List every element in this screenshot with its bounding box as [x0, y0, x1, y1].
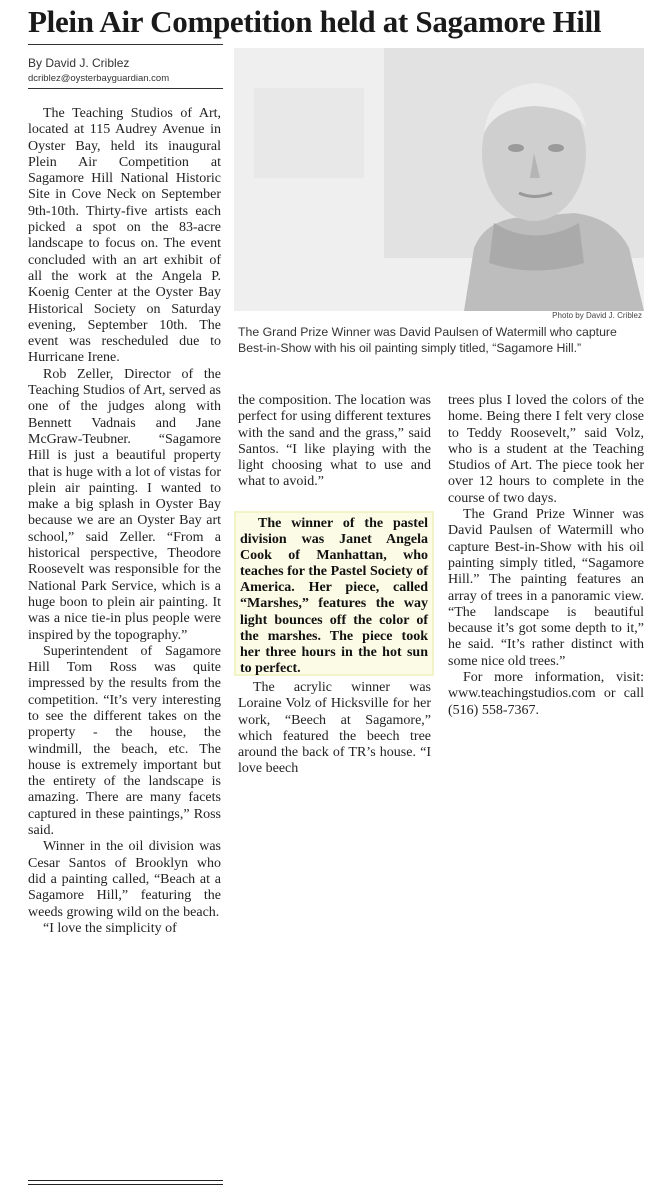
end-rule [28, 1180, 223, 1181]
column-3 [448, 393, 644, 719]
paragraph: The Teaching Studios of Art, located at 115 Audrey Avenue in Oyster Bay, held its inaugural Plein Air Competition at Sagamore Hill National Historic Site in Cove Neck on September 9th-10th. Thirty-five artists each picked a spot on the 83-acre landscape to focus on. The event concluded with an art exhibit of all the work at the Angela P. Koenig Center at the Oyster Bay Historical Society on Saturday evening, September 10th. The event was rescheduled due to Hurricane Irene. [28, 106, 221, 366]
photo-credit: Photo by David J. Criblez [552, 311, 642, 320]
byline: By David J. Criblez [28, 56, 130, 70]
paragraph: Winner in the oil division was Cesar Santos of Brooklyn who did a painting called, “Beach at a Sagamore Hill,” featuring the weeds growing wild on the beach. [28, 839, 221, 920]
byline-rule-bottom [28, 88, 223, 89]
paragraph: The acrylic winner was Loraine Volz of Hicksville for her work, “Beech at Sagamore,” which featured the beech tree around the back of TR’s house. “I love beech [238, 680, 431, 777]
paragraph: trees plus I loved the colors of the home. Being there I felt very close to Teddy Roosevelt,” said Volz, who is a student at the Teaching Studios of Art. The piece took her over 12 hours to complete in the course of two days. [448, 393, 644, 506]
paragraph: For more information, visit: www.teachingstudios.com or call (516) 558-7367. [448, 670, 644, 718]
author-email[interactable]: dcriblez@oysterbayguardian.com [28, 73, 170, 84]
paragraph: Superintendent of Sagamore Hill Tom Ross was quite impressed by the results from the competition. “It’s very interesting to see the different takes on the property - the house, the windmill, the beach, etc. The house is extremely important but the entirety of the landscape is amazing. There are many facets captured in these paintings,” Ross said. [28, 643, 221, 839]
photo-graphic [234, 48, 644, 311]
pull-quote-text: The winner of the pastel division was Janet Angela Cook of Manhattan, who teaches for the Pastel Society of America. Her piece, called “Marshes,” features the way light bounces off the color of the marshes. The piece took her three hours in the hot sun to perfect. [240, 516, 428, 676]
column-1 [28, 106, 221, 937]
column-2-top [238, 393, 431, 491]
column-2-bottom [238, 680, 431, 778]
paragraph: the composition. The location was perfect for using different textures with the sand and the grass,” said Santos. “I like playing with the light choosing what to use and what to avoid.” [238, 393, 431, 490]
paragraph: “I love the simplicity of [43, 920, 177, 936]
article-photo [234, 48, 644, 311]
byline-rule-top [28, 44, 223, 45]
paragraph: The Grand Prize Winner was David Paulsen of Watermill who capture Best-in-Show with his oil painting simply titled, “Sagamore Hill.” The painting features an array of trees in a panoramic view. “The landscape is beautiful because it’s got some depth to it,” he said. “It’s rather distinct with some nice old trees.” [448, 507, 644, 669]
paragraph: Rob Zeller, Director of the Teaching Studios of Art, served as one of the judges along with Bennett Vadnais and Jane McGraw-Teubner. “Sagamore Hill is just a beautiful property that is huge with a lot of vistas for plein air painting. I wanted to make a big splash in Oyster Bay because we are an Oyster Bay art school,” said Zeller. “From a historical perspective, Theodore Roosevelt was responsible for the National Park Service, which is a huge boon to plein air painting. It was a nice tie-in plus people were inspired by the topography.” [28, 366, 221, 643]
end-rule [28, 1184, 223, 1185]
photo-caption: The Grand Prize Winner was David Paulsen of Watermill who capture Best-in-Show with his oil painting simply titled, “Sagamore Hill.” [238, 325, 617, 355]
headline: Plein Air Competition held at Sagamore Hill [28, 4, 602, 39]
pull-quote [234, 511, 434, 676]
